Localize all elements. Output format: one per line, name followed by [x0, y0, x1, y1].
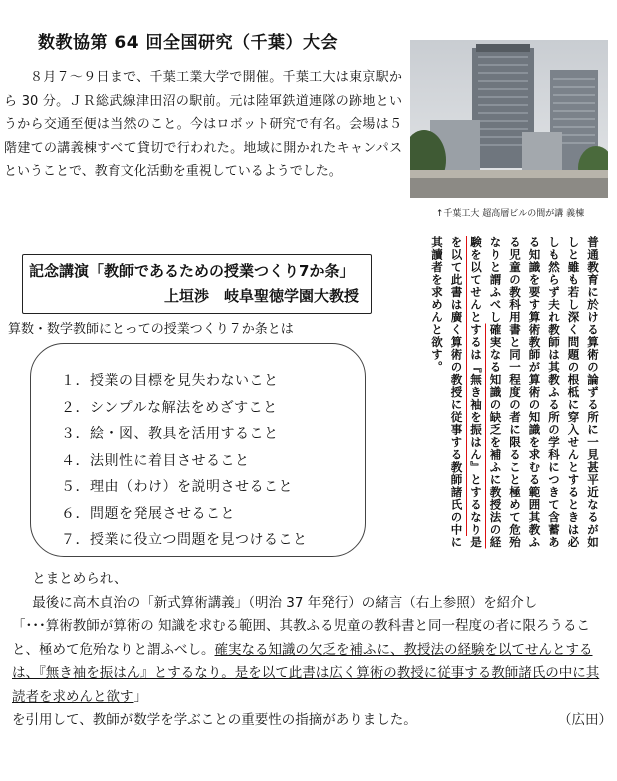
quote-close: 」 [133, 688, 147, 705]
quote-underlined-text: 確実なる知識の欠乏を補ふに、教授法の経験を以てせんとするは、『無き袖を振はん』とするなり。是を以て此書は広く算術の教授に従事する教師諸氏の中に其読者を求めんと欲す [12, 641, 600, 705]
tip-item: ２．シンプルな解法をめざすこと [61, 399, 278, 416]
tips-list [61, 368, 308, 554]
tip-item: ５．理由（わけ）を説明させること [61, 479, 293, 495]
intro-paragraph [4, 66, 402, 184]
tip-item: ７．授業に役立つ問題を見つけること [61, 532, 308, 548]
classical-quote-box [394, 230, 608, 560]
author: （広田） [558, 712, 612, 728]
tip-item: ４．法則性に着目させること [61, 452, 250, 469]
quote-plain: 「･･･算術教師が算術の 知識を求むる範囲、其教ふる児童の教科書と同一程度の者に限ろうること、極めて危殆なりと謂ふべし。 [12, 618, 591, 658]
lecture-box [22, 254, 372, 314]
tip-item: ３．絵・図、教具を活用すること [61, 426, 279, 442]
body-closing [12, 709, 612, 733]
page-title: 数教協第 64 回全国研究（千葉）大会 [38, 33, 338, 53]
body-line-4: を引用して、教師が数学を学ぶことの重要性の指摘がありました。 [12, 712, 417, 728]
body-quote [12, 615, 612, 709]
body-text [12, 568, 612, 733]
body-line-1: とまとめられ、 [32, 571, 128, 587]
classical-quote [427, 236, 603, 554]
tips-box [30, 343, 366, 557]
tip-item: ６．問題を発展させること [61, 505, 235, 522]
lecture-title: 記念講演「教師であるための授業つくり7か条」 [29, 262, 355, 280]
tips-heading: 算数・数学教師にとっての授業つくり７か条とは [8, 322, 294, 337]
quote-part-1: 普通教育に於ける算術の論ずる所に一見甚平近なるが如しと雖も若し深く問題の根柢に穿入せんとするときは必しも然らず夫れ教師は其教ふる所の学科につきて含蓄ある知識を要す算術教師が算術の知識を求むる範囲其教ふる児童の教科用書と同一程度の者に限ること極めて危殆なりと謂ふべし [488, 236, 600, 549]
quote-part-2: 是を以て此書は廣く算術の教授に従事する教師諸氏の中に其讀者を求めんと欲す。 [430, 236, 483, 549]
quote-underlined: 確実なる知識の缺乏を補ふに教授法の経験を以てせんとするは『無き袖を振はん』とするなり [469, 236, 503, 549]
body-line-2: 最後に高木貞治の「新式算術講義」（明治 37 年発行）の緒言（右上参照）を紹介し [32, 594, 538, 611]
campus-photo [410, 40, 608, 198]
tip-item: １．授業の目標を見失わないこと [61, 373, 279, 389]
intro-text: ８月７〜９日まで、千葉工業大学で開催。千葉工大は東京駅から 30 分。ＪＲ総武線津田沼の駅前。元は陸軍鉄道連隊の跡地というから交通至便は当然のこと。今はロボット研究で有名。会場は５階建ての講義棟すべて貸切で行われた。地域に開かれたキャンパスということで、教育文化活動を重視しているようでした。 [4, 70, 402, 179]
lecture-speaker: 上垣渉 岐阜聖徳学園大教授 [163, 287, 359, 305]
photo-caption: ↑千葉工大 超高層ビルの間が講 義棟 [435, 209, 585, 219]
